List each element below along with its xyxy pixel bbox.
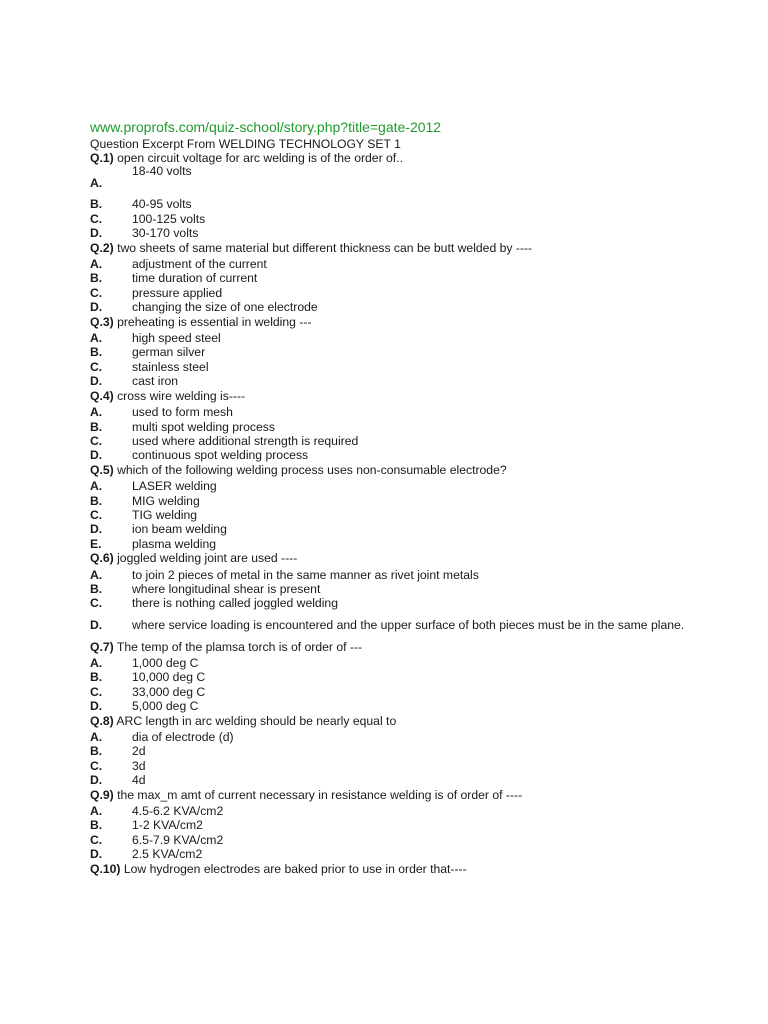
option-text: 1-2 KVA/cm2 (132, 818, 203, 833)
question-number: Q.5) (90, 462, 114, 477)
option-letter: C. (90, 359, 103, 374)
option-letter: A. (90, 176, 103, 191)
option-text: 4d (132, 773, 146, 788)
option-list (90, 331, 750, 389)
question-block (90, 551, 750, 639)
option-item[interactable] (90, 685, 750, 699)
option-letter: C. (90, 285, 103, 300)
question-number: Q.9) (90, 787, 114, 802)
option-item[interactable] (90, 773, 750, 787)
option-letter: B. (90, 493, 103, 508)
option-text: time duration of current (132, 271, 258, 286)
option-item[interactable] (90, 759, 750, 773)
option-item[interactable] (90, 596, 750, 610)
question-text (90, 151, 750, 165)
option-text: LASER welding (132, 479, 217, 494)
question-text (90, 862, 750, 876)
option-text: stainless steel (132, 359, 209, 374)
option-text: 30-170 volts (132, 226, 199, 241)
option-item[interactable] (90, 744, 750, 758)
option-text: multi spot welding process (132, 419, 275, 434)
question-number: Q.4) (90, 388, 114, 403)
option-text: there is nothing called joggled welding (132, 596, 338, 611)
question-text (90, 788, 750, 802)
question-text (90, 241, 750, 255)
option-letter: C. (90, 211, 103, 226)
option-letter: B. (90, 197, 103, 212)
question-prompt: two sheets of same material but different thickness can be butt welded by ---- (113, 240, 533, 255)
option-list (90, 164, 750, 241)
option-text: 2d (132, 744, 146, 759)
question-block (90, 640, 750, 714)
option-letter: D. (90, 300, 103, 315)
question-block (90, 788, 750, 862)
option-item[interactable] (90, 847, 750, 861)
option-text: 18-40 volts (132, 164, 192, 179)
option-item[interactable] (90, 197, 750, 211)
option-text: 40-95 volts (132, 197, 192, 212)
question-block (90, 241, 750, 315)
option-text: 4.5-6.2 KVA/cm2 (132, 804, 224, 819)
option-text: changing the size of one electrode (132, 300, 318, 315)
option-list (90, 730, 750, 788)
option-text: where service loading is encountered and the upper surface of both pieces must be in the same plane. (132, 617, 685, 632)
question-prompt: Low hydrogen electrodes are baked prior to use in order that---- (120, 861, 467, 876)
question-number: Q.10) (90, 861, 121, 876)
option-letter: C. (90, 832, 103, 847)
option-letter: B. (90, 744, 103, 759)
option-item[interactable] (90, 331, 750, 345)
option-item[interactable] (90, 611, 750, 640)
question-number: Q.1) (90, 151, 114, 165)
option-item[interactable] (90, 508, 750, 522)
option-list (90, 479, 750, 551)
option-letter: A. (90, 804, 103, 819)
option-item[interactable] (90, 494, 750, 508)
option-item[interactable] (90, 804, 750, 818)
question-text (90, 389, 750, 403)
option-item[interactable] (90, 345, 750, 359)
option-item[interactable] (90, 730, 750, 744)
option-text: ion beam welding (132, 522, 227, 537)
option-text: MIG welding (132, 493, 200, 508)
option-text: 3d (132, 758, 146, 773)
option-item[interactable] (90, 360, 750, 374)
question-prompt: The temp of the plamsa torch is of order of --- (113, 639, 363, 654)
option-item[interactable] (90, 434, 750, 448)
question-text (90, 714, 750, 728)
question-block (90, 463, 750, 551)
option-item[interactable] (90, 286, 750, 300)
question-prompt: preheating is essential in welding --- (113, 314, 312, 329)
option-letter: C. (90, 433, 103, 448)
option-letter: D. (90, 522, 103, 537)
question-prompt: open circuit voltage for arc welding is of the order of.. (113, 151, 403, 165)
option-letter: B. (90, 581, 103, 596)
option-item[interactable] (90, 656, 750, 670)
option-item[interactable] (90, 448, 750, 462)
option-letter: B. (90, 818, 103, 833)
option-item[interactable] (90, 405, 750, 419)
option-letter: A. (90, 730, 103, 745)
option-letter: D. (90, 773, 103, 788)
question-prompt: cross wire welding is---- (113, 388, 246, 403)
option-letter: D. (90, 617, 103, 632)
option-text: 1,000 deg C (132, 655, 199, 670)
option-text: adjustment of the current (132, 257, 267, 272)
option-item[interactable] (90, 833, 750, 847)
option-item[interactable] (90, 568, 750, 582)
question-block (90, 151, 750, 241)
option-item[interactable] (90, 699, 750, 713)
question-number: Q.7) (90, 639, 114, 654)
option-item[interactable] (90, 271, 750, 285)
option-item[interactable] (90, 212, 750, 226)
option-text: high speed steel (132, 331, 221, 346)
option-text: pressure applied (132, 285, 223, 300)
option-letter: A. (90, 655, 103, 670)
option-letter: D. (90, 847, 103, 862)
option-text: used where additional strength is required (132, 433, 359, 448)
option-text: 2.5 KVA/cm2 (132, 847, 203, 862)
option-letter: C. (90, 507, 103, 522)
option-text: 10,000 deg C (132, 670, 206, 685)
question-text (90, 551, 750, 565)
excerpt-heading: Question Excerpt From WELDING TECHNOLOGY SET 1 (90, 137, 401, 151)
option-item[interactable] (90, 818, 750, 832)
option-list (90, 257, 750, 315)
question-prompt: joggled welding joint are used ---- (113, 551, 298, 566)
option-item[interactable] (90, 374, 750, 388)
option-letter: D. (90, 448, 103, 463)
question-block (90, 389, 750, 463)
question-number: Q.6) (90, 551, 114, 566)
option-letter: D. (90, 374, 103, 389)
question-prompt: which of the following welding process uses non-consumable electrode? (113, 462, 507, 477)
option-text: to join 2 pieces of metal in the same manner as rivet joint metals (132, 567, 479, 582)
option-letter: D. (90, 226, 103, 241)
option-item[interactable] (90, 226, 750, 240)
option-letter: A. (90, 567, 103, 582)
document-page (90, 119, 750, 876)
option-letter: A. (90, 479, 103, 494)
question-number: Q.2) (90, 240, 114, 255)
option-text: 6.5-7.9 KVA/cm2 (132, 832, 224, 847)
option-letter: C. (90, 758, 103, 773)
option-item[interactable] (90, 582, 750, 596)
option-letter: A. (90, 405, 103, 420)
question-number: Q.3) (90, 314, 114, 329)
question-prompt: ARC length in arc welding should be nearly equal to (113, 713, 397, 728)
question-text (90, 315, 750, 329)
option-letter: B. (90, 345, 103, 360)
option-list (90, 656, 750, 714)
option-text: 33,000 deg C (132, 684, 206, 699)
option-list (90, 804, 750, 862)
question-block (90, 315, 750, 389)
option-item[interactable] (90, 257, 750, 271)
option-letter: A. (90, 257, 103, 272)
option-letter: A. (90, 331, 103, 346)
option-item[interactable] (90, 670, 750, 684)
question-text (90, 640, 750, 654)
option-text: german silver (132, 345, 206, 360)
option-text: TIG welding (132, 507, 198, 522)
option-letter: C. (90, 596, 103, 611)
option-text: cast iron (132, 374, 179, 389)
option-item[interactable] (90, 300, 750, 314)
question-prompt: the max_m amt of current necessary in resistance welding is of order of ---- (113, 787, 523, 802)
option-letter: D. (90, 699, 103, 714)
option-letter: C. (90, 684, 103, 699)
question-block (90, 714, 750, 788)
option-text: 5,000 deg C (132, 699, 199, 714)
option-letter: B. (90, 419, 103, 434)
option-letter: E. (90, 536, 102, 551)
question-number: Q.8) (90, 713, 114, 728)
option-letter: B. (90, 670, 103, 685)
source-url-link[interactable]: www.proprofs.com/quiz-school/story.php?title=gate-2012 (90, 119, 442, 135)
option-list (90, 405, 750, 463)
option-item[interactable] (90, 164, 750, 197)
option-text: dia of electrode (d) (132, 730, 234, 745)
question-list (90, 151, 750, 876)
option-item[interactable] (90, 537, 750, 551)
option-text: continuous spot welding process (132, 448, 309, 463)
option-letter: B. (90, 271, 103, 286)
option-text: used to form mesh (132, 405, 233, 420)
option-list (90, 568, 750, 640)
option-text: plasma welding (132, 536, 217, 551)
option-item[interactable] (90, 522, 750, 536)
option-text: 100-125 volts (132, 211, 206, 226)
question-text (90, 463, 750, 477)
option-item[interactable] (90, 420, 750, 434)
question-block (90, 862, 750, 876)
option-item[interactable] (90, 479, 750, 493)
option-text: where longitudinal shear is present (132, 581, 321, 596)
